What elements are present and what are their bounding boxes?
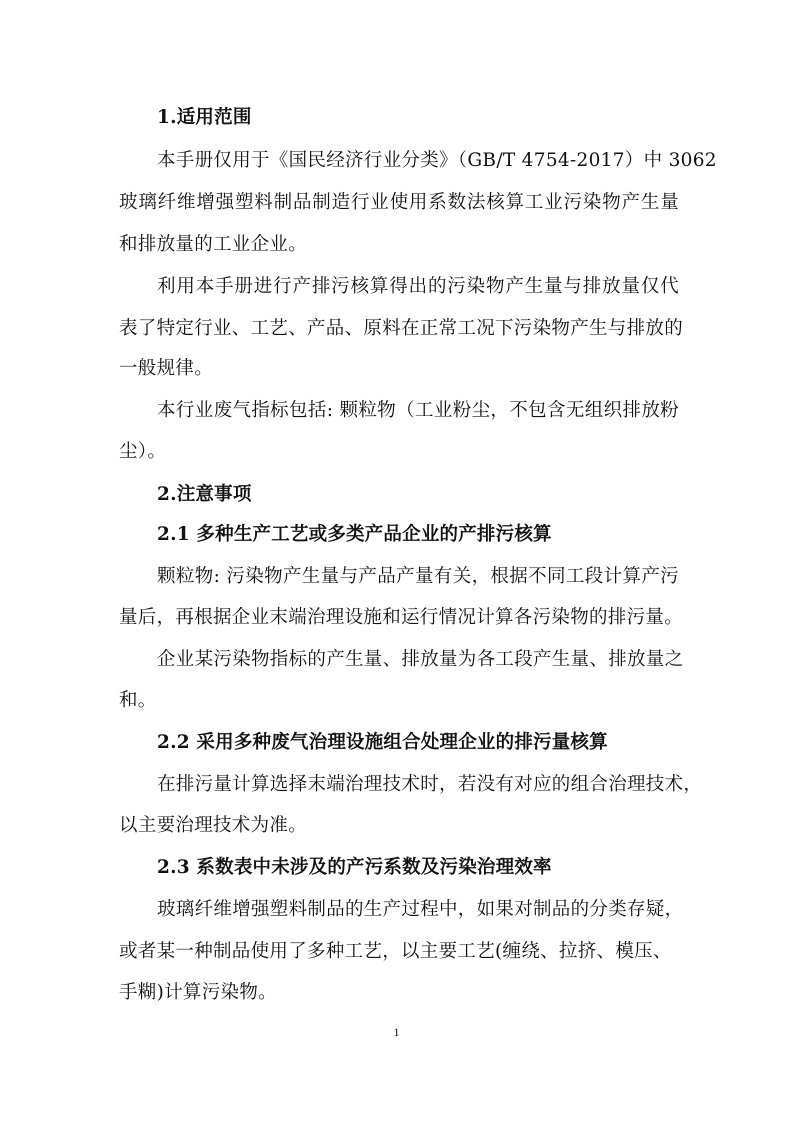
- paragraph-line: 玻璃纤维增强塑料制品的生产过程中，如果对制品的分类存疑，: [157, 899, 684, 920]
- paragraph-line: 表了特定行业、工艺、产品、原料在正常工况下污染物产生与排放的: [119, 318, 684, 339]
- paragraph-line: 以主要治理技术为准。: [119, 815, 308, 836]
- page-number: 1: [393, 1025, 400, 1039]
- section-heading-scope: 1.适用范围: [157, 107, 252, 128]
- paragraph-line: 利用本手册进行产排污核算得出的污染物产生量与排放量仅代: [157, 276, 679, 297]
- paragraph-line: 本行业废气指标包括: 颗粒物（工业粉尘，不包含无组织排放粉: [157, 400, 679, 421]
- paragraph-line: 手糊)计算污染物。: [119, 982, 277, 1003]
- paragraph-line: 量后，再根据企业末端治理设施和运行情况计算各污染物的排污量。: [119, 607, 684, 628]
- paragraph-line: 尘）。: [119, 441, 167, 462]
- paragraph-line: 玻璃纤维增强塑料制品制造行业使用系数法核算工业污染物产生量: [119, 192, 679, 213]
- subsection-heading-2-2: 2.2 采用多种废气治理设施组合处理企业的排污量核算: [157, 732, 608, 753]
- section-heading-notes: 2.注意事项: [157, 484, 252, 505]
- paragraph-line: 在排污量计算选择末端治理技术时，若没有对应的组合治理技术，: [157, 774, 703, 795]
- paragraph-line: 本手册仅用于《国民经济行业分类》（GB/T 4754-2017）中 3062: [157, 150, 717, 171]
- paragraph-line: 一般规律。: [119, 358, 214, 379]
- subsection-heading-2-3: 2.3 系数表中未涉及的产污系数及污染治理效率: [157, 857, 552, 878]
- paragraph-line: 和。: [119, 690, 157, 711]
- paragraph-line: 企业某污染物指标的产生量、排放量为各工段产生量、排放量之: [157, 649, 684, 670]
- subsection-heading-2-1: 2.1 多种生产工艺或多类产品企业的产排污核算: [157, 524, 552, 545]
- paragraph-line: 和排放量的工业企业。: [119, 234, 308, 255]
- paragraph-line: 颗粒物: 污染物产生量与产品产量有关，根据不同工段计算产污: [157, 566, 679, 587]
- paragraph-line: 或者某一种制品使用了多种工艺，以主要工艺(缠绕、拉挤、模压、: [119, 941, 672, 962]
